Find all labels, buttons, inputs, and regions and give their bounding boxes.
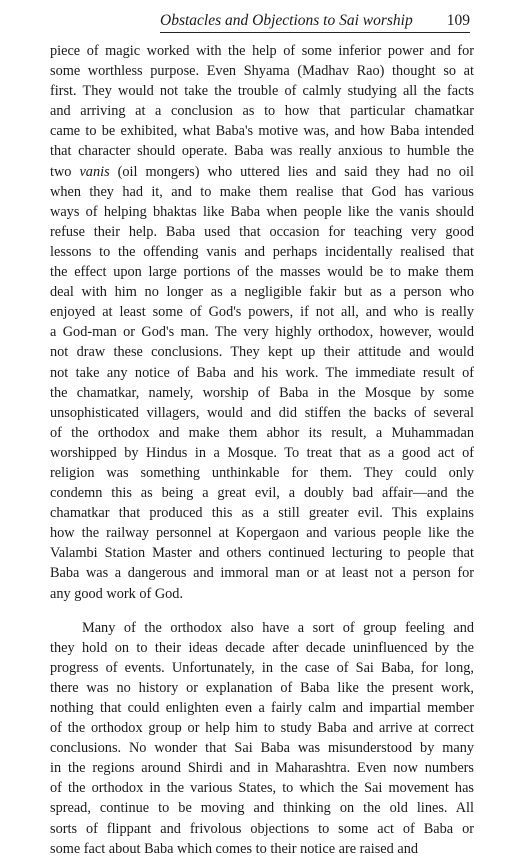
text-line: refuse their help. Baba used that occasion for teaching very good <box>50 223 474 240</box>
text-line: sorts of flippant and frivolous objections to some act of Baba or <box>50 820 474 837</box>
text-line: conclusions. No wonder that Sai Baba was misunderstood by many <box>50 740 474 757</box>
text-line: there was no history or explanation of Baba like the present work, <box>50 679 474 696</box>
text-line: Many of the orthodox also have a sort of group feeling and <box>82 619 474 636</box>
text-line: lessons to the offending vanis and perhaps incidentally realised that <box>50 243 474 260</box>
chapter-title: Obstacles and Objections to Sai worship <box>160 12 413 29</box>
text-line: nothing that could enlighten even a fairly calm and impartial member <box>50 700 474 716</box>
text-line: when they had it, and to make them realise that God has various <box>50 183 474 200</box>
paragraph-2 <box>50 618 474 859</box>
text-line: came to be exhibited, what Baba's motive was, and how Baba intended <box>50 123 474 140</box>
text-line: chamatkar that produced this as a still greater evil. This explains <box>50 505 474 522</box>
text-line: condemn this as being a great evil, a doubly bad affair—and the <box>50 485 474 502</box>
text-line: unsophisticated villagers, would and did stiffen the backs of several <box>50 404 474 421</box>
running-header <box>160 10 470 33</box>
body-text <box>50 41 474 859</box>
text-line: spread, continue to be moving and thinking on the old lines. All <box>50 800 474 817</box>
text-line: the chamatkar, namely, worship of Baba in the Mosque by some <box>50 384 474 401</box>
text-line: religion was something unthinkable for them. They could only <box>50 464 474 481</box>
text-line: two vanis (oil mongers) who uttered lies and said they had no oil <box>50 163 474 180</box>
text-line: not take any notice of Baba and his work. The immediate result of <box>50 364 474 381</box>
text-line: Baba was a dangerous and immoral man or at least not a person for <box>50 565 474 582</box>
text-line: first. They would not take the trouble of calmly studying all the facts <box>50 83 474 100</box>
text-line: some fact about Baba which comes to their notice are raised and <box>50 840 419 857</box>
text-line: a God-man or God's man. The very highly orthodox, however, would <box>50 324 474 341</box>
page-number: 109 <box>446 12 470 29</box>
text-line: of the orthodox and make them abhor its result, a Muhammadan <box>50 424 474 441</box>
text-line: of the orthodox in the various States, to which the Sai movement has <box>50 780 474 797</box>
text-line: piece of magic worked with the help of some inferior power and for <box>50 43 474 59</box>
paragraph-1 <box>50 41 474 604</box>
text-line: deal with him no longer as a negligible fakir but as a person who <box>50 284 474 301</box>
text-line: how the railway personnel at Kopergaon and various people like the <box>50 525 474 542</box>
text-line: progress of events. Unfortunately, in the case of Sai Baba, for long, <box>50 659 474 676</box>
text-line: the effect upon large portions of the masses would be to make them <box>50 264 474 281</box>
text-line: ways of helping bhaktas like Baba when people like the vanis should <box>50 203 474 220</box>
text-line: Valambi Station Master and others continued lecturing to people that <box>50 545 474 562</box>
text-line: some worthless purpose. Even Shyama (Madhav Rao) thought so at <box>50 63 474 80</box>
text-line: they hold on to their ideas decade after decade uninfluenced by the <box>50 639 474 656</box>
text-line: enjoyed at least some of God's powers, if not all, and who is really <box>50 304 474 321</box>
text-line: worshipped by Hindus in a Mosque. To treat that as a good act of <box>50 444 474 461</box>
text-line: that character should operate. Baba was really anxious to humble the <box>50 143 474 160</box>
text-line: in the regions around Shirdi and in Maharashtra. Even now numbers <box>50 760 474 777</box>
text-line: and arriving at a conclusion as to how that particular chamatkar <box>50 103 474 120</box>
text-line: any good work of God. <box>50 585 184 602</box>
text-line: not draw these conclusions. They kept up their attitude and would <box>50 344 474 361</box>
text-line: of the orthodox group or help him to study Baba and arrive at correct <box>50 720 474 737</box>
